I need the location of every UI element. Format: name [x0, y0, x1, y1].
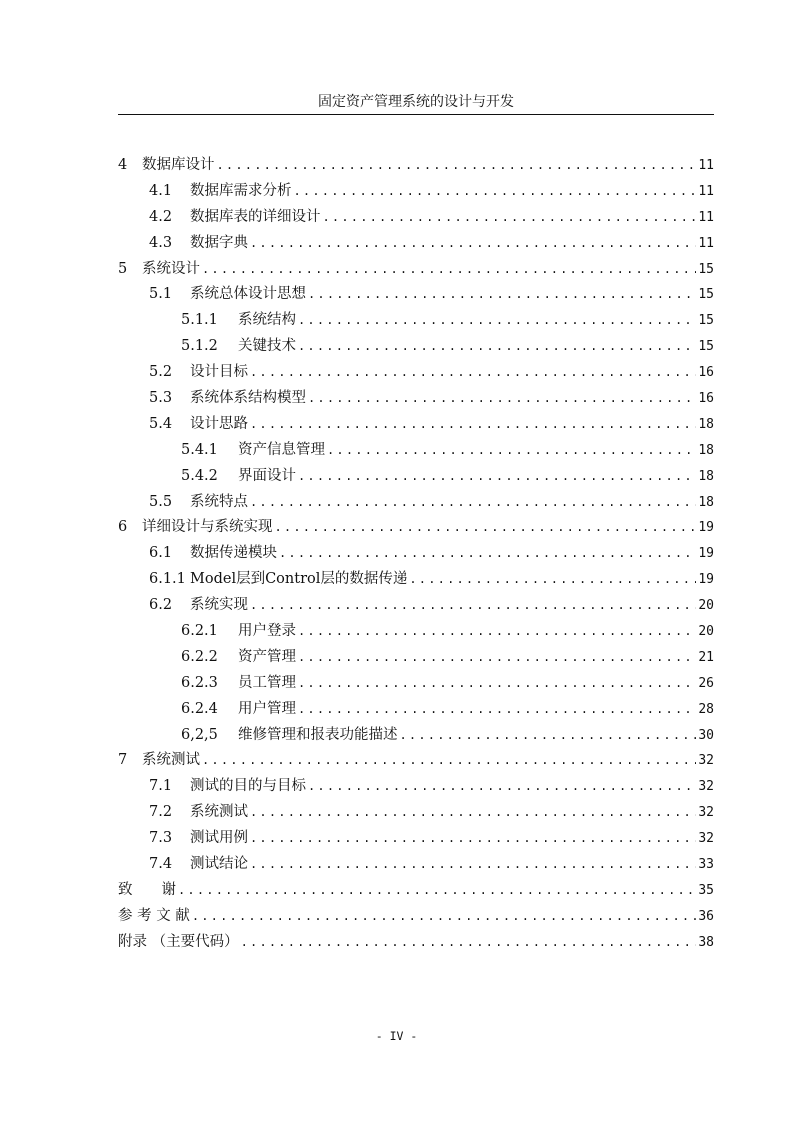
toc-entry-page: 33	[698, 857, 714, 873]
toc-entry-page: 11	[698, 158, 714, 173]
toc-leader-dots	[250, 805, 696, 819]
toc-leader-dots	[298, 676, 696, 690]
toc-entry[interactable]	[118, 257, 714, 283]
toc-entry-page: 11	[698, 209, 714, 225]
toc-entry[interactable]	[118, 438, 714, 464]
toc-entry[interactable]	[118, 930, 714, 956]
toc-entry-title: 测试的目的与目标	[190, 778, 306, 795]
toc-leader-dots	[308, 287, 696, 301]
toc-entry-page: 36	[698, 908, 714, 924]
toc-entry[interactable]	[118, 748, 714, 774]
toc-entry-page: 38	[698, 934, 714, 950]
toc-entry-title: 维修管理和报表功能描述	[238, 726, 398, 743]
toc-entry-page: 11	[698, 183, 714, 199]
toc-entry-page: 28	[698, 701, 714, 717]
toc-entry[interactable]	[118, 645, 714, 671]
toc-entry-page: 32	[698, 779, 714, 795]
toc-entry-number: 5.1.2	[181, 338, 218, 355]
toc-leader-dots	[217, 158, 697, 172]
toc-entry-number: 6.2.2	[181, 648, 218, 665]
toc-entry[interactable]	[118, 231, 714, 257]
toc-entry[interactable]	[118, 541, 714, 567]
toc-entry-title: 系统结构	[238, 312, 296, 329]
toc-entry-number: 6.1.1	[149, 571, 186, 588]
toc-leader-dots	[298, 624, 696, 638]
toc-entry[interactable]	[118, 593, 714, 619]
toc-leader-dots	[298, 469, 696, 483]
toc-entry-page: 16	[698, 391, 714, 407]
page-number: - IV -	[375, 1029, 418, 1043]
toc-entry[interactable]	[118, 282, 714, 308]
toc-leader-dots	[250, 598, 696, 612]
toc-entry-title: 数据库表的详细设计	[190, 208, 321, 225]
toc-entry-number: 6.2	[149, 597, 173, 614]
toc-entry-title: 设计思路	[190, 415, 248, 432]
toc-entry-number: 7.1	[149, 778, 173, 795]
toc-entry-page: 15	[698, 339, 714, 355]
toc-entry-title: 数据库需求分析	[190, 182, 292, 199]
toc-entry[interactable]	[118, 386, 714, 412]
toc-entry[interactable]	[118, 515, 714, 541]
toc-leader-dots	[400, 728, 697, 742]
toc-entry-title: 资产管理	[238, 648, 296, 665]
toc-entry-title: 用户登录	[238, 623, 296, 640]
toc-entry-title: 资产信息管理	[238, 441, 325, 458]
toc-entry[interactable]	[118, 774, 714, 800]
toc-leader-dots	[250, 857, 696, 871]
toc-leader-dots	[308, 391, 696, 405]
toc-leader-dots	[202, 753, 696, 767]
toc-entry-number: 7.3	[149, 830, 173, 847]
toc-entry-title: 系统设计	[142, 260, 200, 277]
toc-entry-title: Model层到Control层的数据传递	[190, 571, 408, 588]
toc-entry-number: 5.2	[149, 364, 173, 381]
toc-entry-number: 4.3	[149, 234, 173, 251]
toc-leader-dots	[250, 236, 696, 250]
toc-leader-dots	[298, 702, 696, 716]
toc-entry-page: 21	[698, 649, 714, 665]
toc-entry[interactable]	[118, 697, 714, 723]
toc-entry-page: 19	[698, 520, 714, 536]
toc-entry-page: 19	[698, 546, 714, 562]
toc-entry[interactable]	[118, 800, 714, 826]
toc-entry-number: 5.4.2	[181, 467, 218, 484]
toc-leader-dots	[298, 650, 696, 664]
toc-leader-dots	[298, 339, 696, 353]
toc-entry[interactable]	[118, 723, 714, 749]
toc-entry-number: 4.2	[149, 208, 173, 225]
toc-entry[interactable]	[118, 826, 714, 852]
toc-entry-page: 15	[698, 287, 714, 303]
toc-entry[interactable]	[118, 671, 714, 697]
toc-entry-number: 4	[118, 157, 128, 173]
toc-entry-number: 5.1	[149, 286, 173, 303]
toc-entry-page: 20	[698, 598, 714, 614]
toc-leader-dots	[178, 883, 696, 897]
table-of-contents	[118, 153, 714, 956]
toc-entry-title: 致 谢	[118, 881, 176, 898]
toc-entry[interactable]	[118, 205, 714, 231]
toc-entry-number: 5.1.1	[181, 312, 218, 329]
toc-entry-number: 5.3	[149, 390, 173, 407]
toc-entry-page: 19	[698, 572, 714, 588]
toc-entry[interactable]	[118, 490, 714, 516]
toc-entry[interactable]	[118, 179, 714, 205]
toc-leader-dots	[250, 417, 696, 431]
toc-entry-title: 设计目标	[190, 364, 248, 381]
toc-entry-title: 系统测试	[142, 752, 200, 769]
toc-entry-page: 16	[698, 365, 714, 381]
toc-leader-dots	[409, 572, 696, 586]
toc-entry[interactable]	[118, 412, 714, 438]
toc-entry-page: 35	[698, 882, 714, 898]
toc-entry-page: 18	[698, 494, 714, 510]
toc-entry-page: 32	[698, 753, 714, 769]
toc-entry-number: 7.2	[149, 804, 173, 821]
toc-entry[interactable]	[118, 308, 714, 334]
toc-entry-title: 系统体系结构模型	[190, 390, 306, 407]
toc-entry-number: 7	[118, 752, 128, 769]
toc-entry-title: 系统测试	[190, 804, 248, 821]
toc-entry-title: 系统实现	[190, 597, 248, 614]
toc-entry-number: 6.2.3	[181, 674, 218, 691]
toc-entry[interactable]	[118, 360, 714, 386]
toc-entry[interactable]	[118, 878, 714, 904]
toc-entry[interactable]	[118, 464, 714, 490]
toc-entry-page: 32	[698, 805, 714, 821]
toc-entry-title: 数据传递模块	[190, 545, 277, 562]
toc-entry[interactable]	[118, 904, 714, 930]
toc-entry-title: 用户管理	[238, 700, 296, 717]
toc-entry-title: 数据字典	[190, 234, 248, 251]
toc-leader-dots	[241, 935, 697, 949]
toc-entry-title: 关键技术	[238, 338, 296, 355]
toc-leader-dots	[250, 495, 696, 509]
toc-entry-page: 26	[698, 675, 714, 691]
toc-entry-number: 6.2.1	[181, 623, 218, 640]
toc-entry-title: 测试结论	[190, 856, 248, 873]
toc-entry-page: 11	[698, 235, 714, 251]
running-header: 固定资产管理系统的设计与开发	[318, 94, 514, 110]
toc-entry-title: 详细设计与系统实现	[142, 519, 273, 536]
toc-entry-page: 30	[698, 727, 714, 743]
toc-entry-number: 6,2,5	[181, 726, 218, 743]
toc-entry-page: 18	[698, 442, 714, 458]
toc-entry-title: 员工管理	[238, 674, 296, 691]
toc-entry-title: 附录 （主要代码）	[118, 933, 239, 950]
toc-entry-number: 5.4	[149, 415, 173, 432]
toc-entry-page: 15	[698, 261, 714, 277]
toc-leader-dots	[250, 365, 696, 379]
toc-entry-number: 7.4	[149, 856, 173, 873]
toc-leader-dots	[202, 262, 696, 276]
toc-entry-title: 系统特点	[190, 493, 248, 510]
header-rule	[118, 114, 714, 115]
toc-entry-number: 5.4.1	[181, 441, 218, 458]
toc-entry[interactable]	[118, 619, 714, 645]
toc-leader-dots	[250, 831, 696, 845]
toc-entry-title: 数据库设计	[142, 157, 215, 173]
toc-entry-title: 系统总体设计思想	[190, 286, 306, 303]
toc-entry-number: 6	[118, 519, 128, 536]
toc-entry-number: 5.5	[149, 493, 173, 510]
toc-entry[interactable]	[118, 852, 714, 878]
toc-leader-dots	[298, 313, 696, 327]
toc-entry-page: 20	[698, 624, 714, 640]
toc-leader-dots	[192, 909, 697, 923]
toc-entry[interactable]	[118, 153, 714, 179]
toc-entry-number: 6.1	[149, 545, 173, 562]
toc-entry-title: 测试用例	[190, 830, 248, 847]
toc-entry-title: 参 考 文 献	[118, 907, 190, 924]
toc-entry-page: 15	[698, 313, 714, 329]
toc-leader-dots	[308, 779, 696, 793]
toc-leader-dots	[279, 546, 696, 560]
toc-entry[interactable]	[118, 567, 714, 593]
toc-entry-number: 6.2.4	[181, 700, 218, 717]
toc-entry-title: 界面设计	[238, 467, 296, 484]
toc-entry-page: 18	[698, 468, 714, 484]
toc-leader-dots	[323, 210, 697, 224]
toc-entry-page: 18	[698, 416, 714, 432]
toc-leader-dots	[327, 443, 696, 457]
toc-leader-dots	[294, 184, 697, 198]
toc-entry[interactable]	[118, 334, 714, 360]
toc-entry-page: 32	[698, 831, 714, 847]
toc-entry-number: 4.1	[149, 182, 173, 199]
toc-leader-dots	[275, 520, 697, 534]
toc-entry-number: 5	[118, 260, 128, 277]
